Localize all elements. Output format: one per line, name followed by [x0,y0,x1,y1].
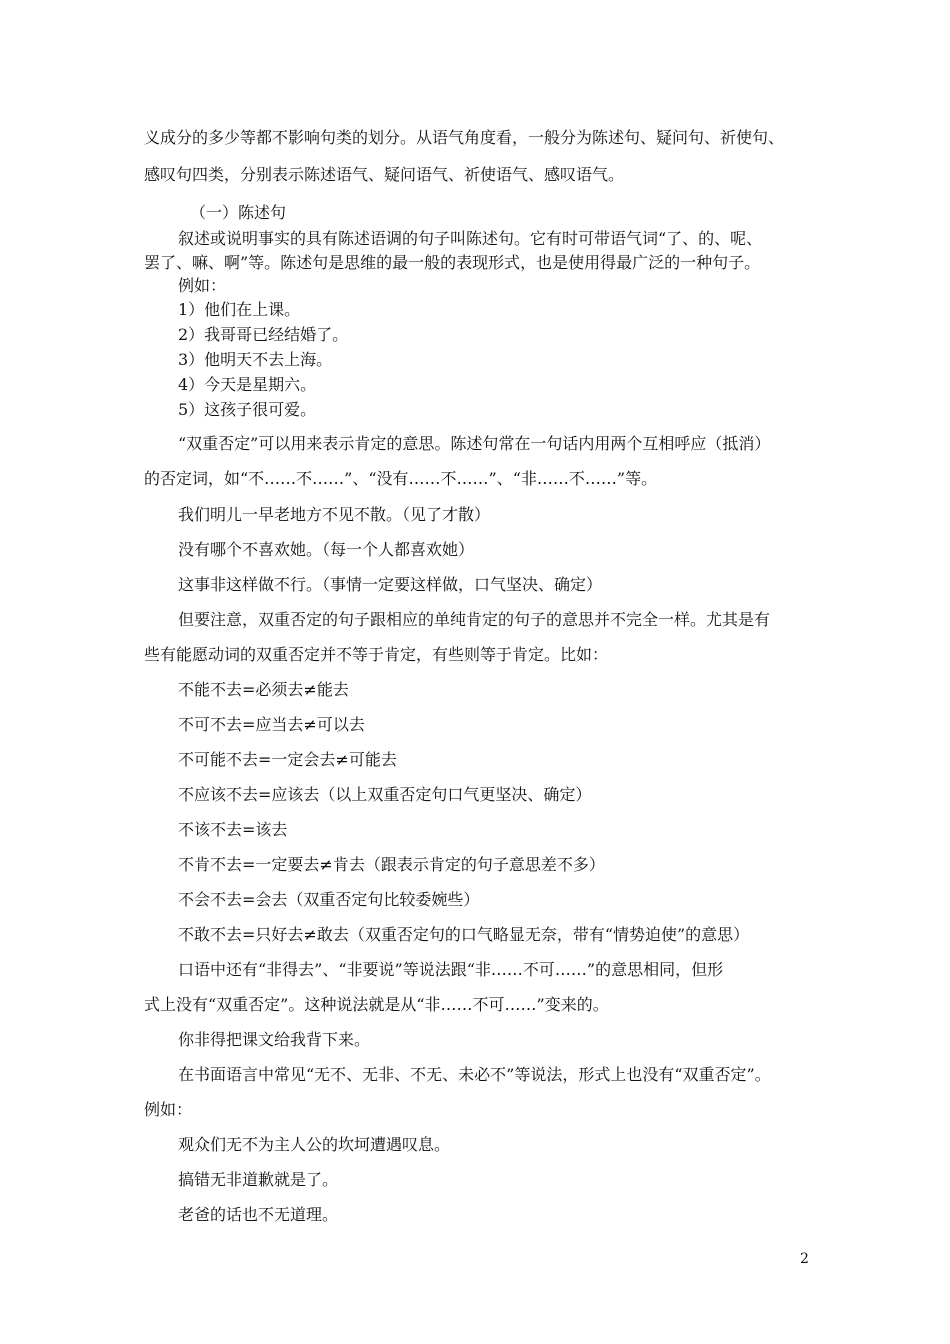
paragraph-line: 罢了、嘛、啊”等。陈述句是思维的最一般的表现形式，也是使用得最广泛的一种句子。 [144,253,761,272]
example-line: 不敢不去=只好去≠敢去（双重否定句的口气略显无奈，带有“情势迫使”的意思） [178,925,750,944]
paragraph-line: 义成分的多少等都不影响句类的划分。从语气角度看，一般分为陈述句、疑问句、祈使句、 [144,128,785,147]
example-line: 不肯不去=一定要去≠肯去（跟表示肯定的句子意思差不多） [178,855,605,874]
paragraph-line: 式上没有“双重否定”。这种说法就是从“非……不可……”变来的。 [144,995,609,1014]
example-line: 你非得把课文给我背下来。 [178,1030,371,1049]
example-line: 这事非这样做不行。（事情一定要这样做，口气坚决、确定） [178,575,603,594]
example-line: 搞错无非道歉就是了。 [178,1170,339,1189]
paragraph-line: 例如： [178,276,227,295]
example-item: 4）今天是星期六。 [178,375,317,394]
example-line: 观众们无不为主人公的坎坷遭遇叹息。 [178,1135,451,1154]
example-line: 老爸的话也不无道理。 [178,1205,339,1224]
paragraph-line: 在书面语言中常见“无不、无非、不无、未必不”等说法，形式上也没有“双重否定”。 [178,1065,771,1084]
section-heading: （一）陈述句 [190,203,287,222]
paragraph-line: “双重否定”可以用来表示肯定的意思。陈述句常在一句话内用两个互相呼应（抵消） [178,434,771,453]
paragraph-line: 口语中还有“非得去”、“非要说”等说法跟“非……不可……”的意思相同，但形 [178,960,724,979]
paragraph-line: 的否定词，如“不……不……”、“没有……不……”、“非……不……”等。 [144,469,658,488]
example-item: 5）这孩子很可爱。 [178,400,317,419]
example-line: 不该不去=该去 [178,820,288,839]
paragraph-line: 叙述或说明事实的具有陈述语调的句子叫陈述句。它有时可带语气词“了、的、呢、 [178,229,763,248]
example-line: 不能不去=必须去≠能去 [178,680,349,699]
example-line: 不可不去=应当去≠可以去 [178,715,365,734]
example-line: 我们明儿一早老地方不见不散。（见了才散） [178,505,491,524]
example-item: 2）我哥哥已经结婚了。 [178,325,349,344]
example-item: 3）他明天不去上海。 [178,350,333,369]
example-item: 1）他们在上课。 [178,300,301,319]
example-line: 不可能不去=一定会去≠可能去 [178,750,397,769]
paragraph-line: 感叹句四类，分别表示陈述语气、疑问语气、祈使语气、感叹语气。 [144,165,625,184]
example-line: 不应该不去=应该去（以上双重否定句口气更坚决、确定） [178,785,592,804]
example-line: 不会不去=会去（双重否定句比较委婉些） [178,890,480,909]
example-line: 没有哪个不喜欢她。（每一个人都喜欢她） [178,540,475,559]
paragraph-line: 些有能愿动词的双重否定并不等于肯定，有些则等于肯定。比如： [144,645,609,664]
paragraph-line: 但要注意，双重否定的句子跟相应的单纯肯定的句子的意思并不完全一样。尤其是有 [178,610,771,629]
paragraph-line: 例如： [144,1100,193,1119]
page-number: 2 [800,1251,809,1267]
